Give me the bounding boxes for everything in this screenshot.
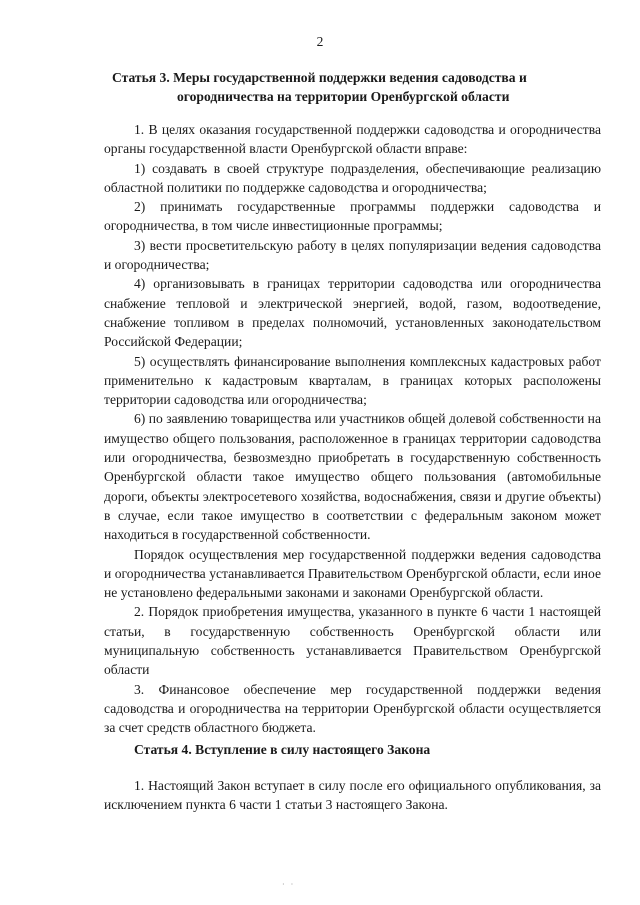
page-number: 2 [316, 34, 324, 49]
article-3-item-6: 6) по заявлению товарищества или участников общей долевой собственности на имущество общего пользования, расположенное в границах территории садоводства или огородничества, безвозмездно приобретать в государственную собственность Оренбургской области такое имущество общего пользования (автомобильные дороги, объекты электросетевого хозяйства, водоснабжения, связи и другие объекты) в случае, если такое имущество в соответствии с федеральным законом может находиться в государственной собственности. [104, 411, 601, 543]
article-3-item-2: 2) принимать государственные программы поддержки садоводства и огородничества, в том числе инвестиционные программы; [104, 199, 601, 234]
article-4-body [104, 776, 601, 815]
scan-artifact: · · [282, 880, 294, 889]
article-3-item-3: 3) вести просветительскую работу в целях популяризации ведения садоводства и огородничества; [104, 237, 601, 273]
article-3-part-2: 2. Порядок приобретения имущества, указанного в пункте 6 части 1 настоящей статьи, в государственную собственность Оренбургской области или муниципальную собственность устанавливается Правительством Оренбургской области [104, 604, 601, 678]
article-3-heading-line-2: огородничества на территории Оренбургской области [177, 89, 510, 104]
article-3-order-paragraph: Порядок осуществления мер государственной поддержки ведения садоводства и огородничества устанавливается Правительством Оренбургской области, если иное не установлено федеральными законами и законами Оренбургской области. [104, 546, 601, 601]
article-3-part-3: 3. Финансовое обеспечение мер государственной поддержки ведения садоводства и огородничества на территории Оренбургской области осуществляется за счет средств областного бюджета. [104, 681, 601, 736]
article-3-heading [112, 68, 602, 106]
article-4-heading: Статья 4. Вступление в силу настоящего Закона [134, 742, 431, 757]
article-3-heading-line-1: Статья 3. Меры государственной поддержки ведения садоводства и [112, 70, 527, 85]
article-4-part-1: 1. Настоящий Закон вступает в силу после его официального опубликования, за исключением пункта 6 части 1 статьи 3 настоящего Закона. [104, 778, 601, 813]
article-3-item-1: 1) создавать в своей структуре подразделения, обеспечивающие реализацию областной политики по поддержке садоводства и огородничества; [104, 160, 601, 195]
article-3-item-4: 4) организовывать в границах территории садоводства или огородничества снабжение тепловой и электрической энергией, водой, газом, водоотведение, снабжение топливом в пределах полномочий, установленных законодательством Российской Федерации; [104, 276, 601, 350]
article-3-part-1-intro: 1. В целях оказания государственной поддержки садоводства и огородничества органы государственной власти Оренбургской области вправе: [104, 122, 601, 157]
article-3-body [104, 120, 601, 738]
article-3-item-5: 5) осуществлять финансирование выполнения комплексных кадастровых работ применительно к кадастровым кварталам, в границах которых расположены территории садоводства или огородничества; [104, 353, 601, 408]
